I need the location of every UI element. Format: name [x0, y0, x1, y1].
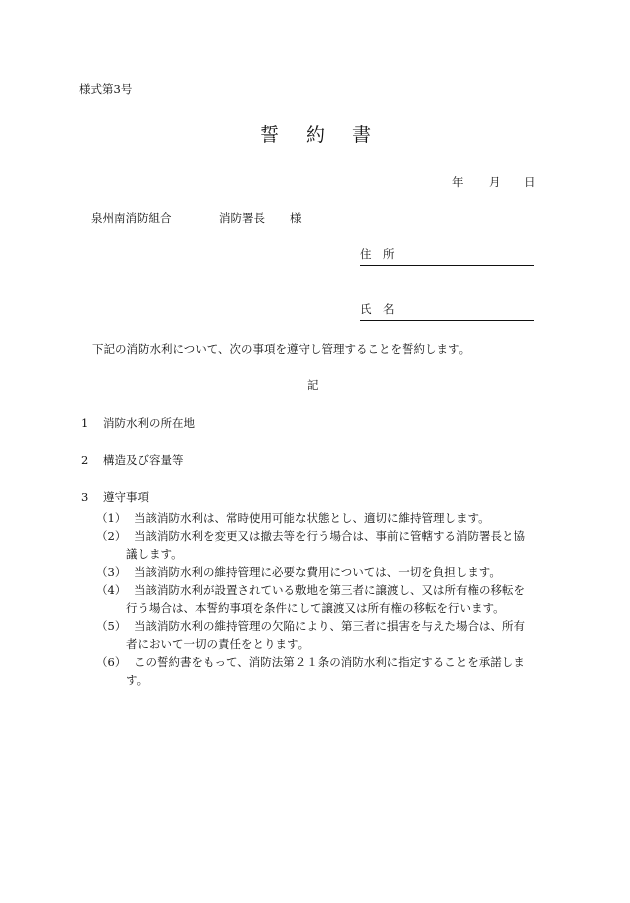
name-label: 氏 名: [360, 302, 395, 316]
rule-text: 当該消防水利が設置されている敷地を第三者に譲渡し、又は所有権の移転を行う場合は、本誓約事項を条件にして譲渡又は所有権の移転を行います。: [126, 583, 525, 615]
item-number: 1: [81, 416, 89, 430]
date-month-label: 月: [489, 175, 501, 189]
item-text: 遵守事項: [103, 490, 149, 504]
rule-item: [96, 617, 536, 653]
rule-text: 当該消防水利を変更又は撤去等を行う場合は、事前に管轄する消防署長と協議します。: [126, 529, 525, 561]
rule-item: [96, 653, 536, 689]
rule-item: [96, 581, 536, 617]
addressee-honorific: 様: [290, 211, 302, 225]
rule-number: （4）: [96, 583, 127, 597]
rule-item: [96, 509, 536, 527]
item-number: 2: [81, 453, 89, 467]
item-number: 3: [81, 490, 89, 504]
addressee-role: 消防署長: [219, 211, 265, 225]
rule-item: [96, 527, 536, 563]
address-label: 住 所: [360, 247, 395, 261]
rule-text: 当該消防水利の維持管理に必要な費用については、一切を負担します。: [134, 565, 501, 579]
address-field[interactable]: [360, 249, 534, 266]
date-day-label: 日: [524, 175, 536, 189]
name-field[interactable]: [360, 304, 534, 321]
rule-text: この誓約書をもって、消防法第２１条の消防水利に指定することを承諾します。: [126, 655, 525, 687]
rule-number: （6）: [96, 655, 127, 669]
rule-number: （3）: [96, 565, 127, 579]
intro-text: 下記の消防水利について、次の事項を遵守し管理することを誓約します。: [92, 342, 471, 356]
item-text: 消防水利の所在地: [103, 416, 195, 430]
rule-number: （5）: [96, 619, 127, 633]
rule-item: [96, 563, 536, 581]
form-number: 様式第3号: [79, 82, 133, 96]
document-title: 誓約書: [259, 124, 398, 146]
addressee-org: 泉州南消防組合: [91, 211, 172, 225]
ki-heading: 記: [307, 378, 319, 392]
rule-number: （2）: [96, 529, 127, 543]
rule-text: 当該消防水利の維持管理の欠陥により、第三者に損害を与えた場合は、所有者において一切の責任をとります。: [126, 619, 525, 651]
rule-number: （1）: [96, 511, 127, 525]
item-text: 構造及び容量等: [103, 453, 184, 467]
date-year-label: 年: [452, 175, 464, 189]
rule-text: 当該消防水利は、常時使用可能な状態とし、適切に維持管理します。: [134, 511, 490, 525]
